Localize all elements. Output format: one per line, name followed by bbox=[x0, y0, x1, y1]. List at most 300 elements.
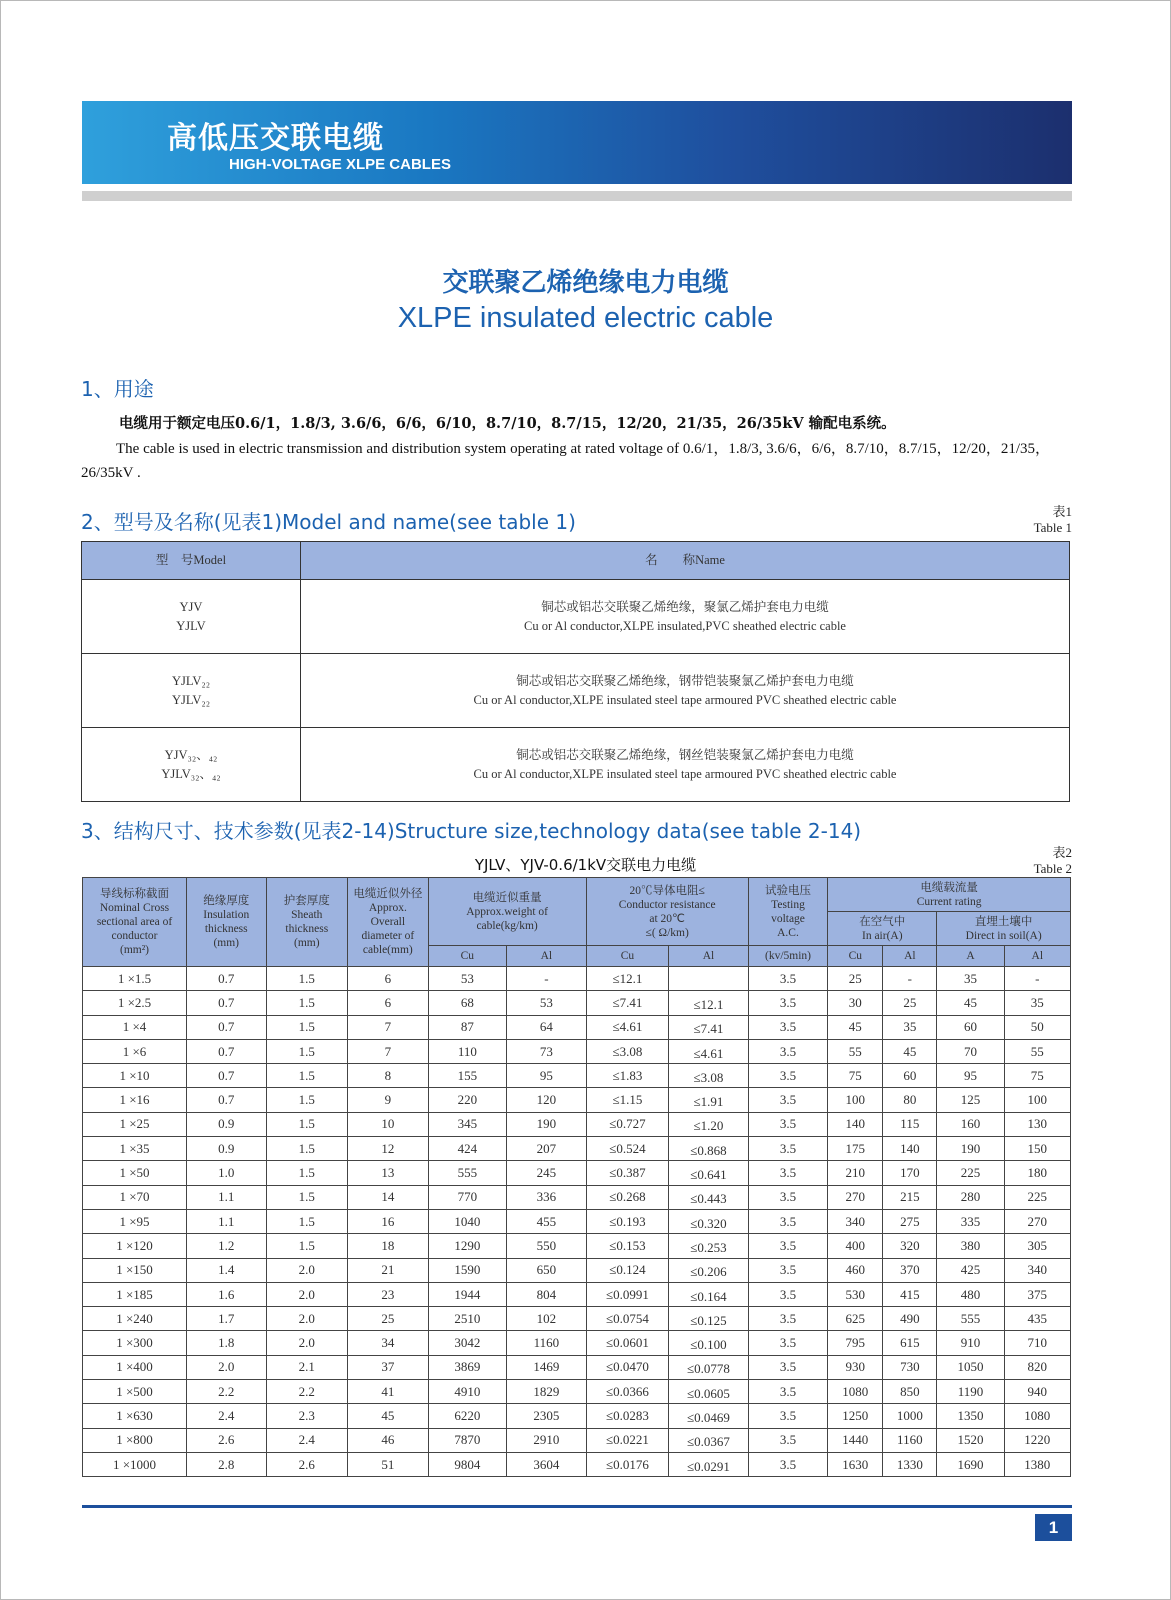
cell-soil-cu: 1050 bbox=[937, 1355, 1004, 1379]
header-line: Direct in soil(A) bbox=[965, 929, 1042, 942]
cell-air-cu: 340 bbox=[828, 1209, 883, 1233]
cell-area: 1 ×240 bbox=[83, 1307, 187, 1331]
model-column-header: 型 号Model bbox=[82, 542, 301, 580]
cell-weight-cu: 770 bbox=[428, 1185, 507, 1209]
header-resistance-lines bbox=[587, 884, 748, 940]
cell-sheath: 2.1 bbox=[266, 1355, 348, 1379]
cell-air-cu: 1080 bbox=[828, 1380, 883, 1404]
cell-diameter: 14 bbox=[348, 1185, 429, 1209]
cell-resistance-al: ≤0.125 bbox=[669, 1307, 749, 1331]
header-line: 绝缘厚度 bbox=[203, 895, 250, 907]
cell-resistance-al: ≤3.08 bbox=[669, 1064, 749, 1088]
cell-soil-cu: 480 bbox=[937, 1282, 1004, 1306]
cell-resistance-al: ≤0.0469 bbox=[669, 1404, 749, 1428]
cell-voltage: 3.5 bbox=[748, 1039, 828, 1063]
header-insulation-lines bbox=[187, 894, 266, 950]
header-line: at 20℃ bbox=[649, 912, 685, 925]
cell-diameter: 46 bbox=[348, 1428, 429, 1452]
cell-sheath: 1.5 bbox=[266, 1209, 348, 1233]
cell-insulation: 0.9 bbox=[186, 1137, 266, 1161]
cell-weight-cu: 2510 bbox=[428, 1307, 507, 1331]
cell-weight-al: 120 bbox=[507, 1088, 587, 1112]
cell-diameter: 12 bbox=[348, 1137, 429, 1161]
cell-soil-cu: 425 bbox=[937, 1258, 1004, 1282]
cell-sheath: 2.6 bbox=[266, 1452, 348, 1476]
cell-air-al: - bbox=[883, 967, 937, 991]
cell-resistance-cu: ≤0.524 bbox=[586, 1137, 669, 1161]
cell-weight-cu: 1590 bbox=[428, 1258, 507, 1282]
section3-heading: 3、结构尺寸、技术参数(见表2-14)Structure size,technology data(see table 2-14) bbox=[81, 819, 862, 843]
cell-weight-cu: 53 bbox=[428, 967, 507, 991]
header-area-lines bbox=[83, 887, 186, 957]
table-row bbox=[83, 1307, 1071, 1331]
header-line: diameter of bbox=[361, 930, 415, 942]
cell-soil-cu: 280 bbox=[937, 1185, 1004, 1209]
cell-soil-al: 435 bbox=[1004, 1307, 1070, 1331]
cell-voltage: 3.5 bbox=[748, 967, 828, 991]
header-voltage bbox=[748, 878, 828, 946]
cell-weight-cu: 155 bbox=[428, 1064, 507, 1088]
cell-air-cu: 400 bbox=[828, 1234, 883, 1258]
cell-insulation: 0.7 bbox=[186, 1064, 266, 1088]
name-cell bbox=[301, 728, 1070, 802]
header-line: In air(A) bbox=[862, 929, 903, 942]
cell-voltage: 3.5 bbox=[748, 1282, 828, 1306]
header-line: Nominal Cross bbox=[99, 902, 170, 914]
header-line: cable(kg/km) bbox=[476, 919, 538, 932]
cell-soil-cu: 555 bbox=[937, 1307, 1004, 1331]
cell-soil-al: 75 bbox=[1004, 1064, 1070, 1088]
cell-voltage: 3.5 bbox=[748, 1088, 828, 1112]
cell-soil-cu: 225 bbox=[937, 1161, 1004, 1185]
cell-sheath: 1.5 bbox=[266, 1039, 348, 1063]
table-row bbox=[83, 1088, 1071, 1112]
cell-resistance-al: ≤1.20 bbox=[669, 1112, 749, 1136]
cell-resistance-cu: ≤0.153 bbox=[586, 1234, 669, 1258]
header-line: 试验电压 bbox=[764, 884, 811, 897]
cell-soil-al: 1220 bbox=[1004, 1428, 1070, 1452]
table1-number-en: Table 1 bbox=[1033, 520, 1072, 535]
cell-area: 1 ×120 bbox=[83, 1234, 187, 1258]
sub-resistance-al: Al bbox=[669, 946, 749, 967]
cell-soil-al: 1380 bbox=[1004, 1452, 1070, 1476]
cell-soil-cu: 910 bbox=[937, 1331, 1004, 1355]
model-table-row bbox=[82, 654, 1070, 728]
cell-air-cu: 625 bbox=[828, 1307, 883, 1331]
cell-soil-al: 1080 bbox=[1004, 1404, 1070, 1428]
table1-number bbox=[990, 504, 1072, 536]
header-line: Overall bbox=[370, 916, 406, 928]
header-line: (mm) bbox=[213, 937, 240, 949]
cell-diameter: 18 bbox=[348, 1234, 429, 1258]
cell-air-al: 140 bbox=[883, 1137, 937, 1161]
cell-resistance-cu: ≤0.268 bbox=[586, 1185, 669, 1209]
name-en: Cu or Al conductor,XLPE insulated steel tape armoured PVC sheathed electric cable bbox=[473, 692, 897, 707]
cell-soil-cu: 45 bbox=[937, 991, 1004, 1015]
cell-air-cu: 1250 bbox=[828, 1404, 883, 1428]
cell-air-cu: 100 bbox=[828, 1088, 883, 1112]
table1-number-cn: 表1 bbox=[1052, 504, 1072, 519]
spec-table bbox=[82, 877, 1071, 1477]
cell-soil-al: 150 bbox=[1004, 1137, 1070, 1161]
cell-air-al: 850 bbox=[883, 1380, 937, 1404]
name-en: Cu or Al conductor,XLPE insulated,PVC sheathed electric cable bbox=[524, 618, 846, 633]
header-line: ≤( Ω/km) bbox=[645, 926, 689, 939]
cell-weight-cu: 6220 bbox=[428, 1404, 507, 1428]
cell-air-cu: 270 bbox=[828, 1185, 883, 1209]
cell-soil-al: 375 bbox=[1004, 1282, 1070, 1306]
cell-weight-cu: 555 bbox=[428, 1161, 507, 1185]
model-code-2: YJLV₂₂ bbox=[171, 692, 211, 707]
header-line: (mm) bbox=[294, 937, 320, 949]
cell-insulation: 1.7 bbox=[186, 1307, 266, 1331]
cell-soil-cu: 380 bbox=[937, 1234, 1004, 1258]
cell-diameter: 9 bbox=[348, 1088, 429, 1112]
usage-text-cn: 电缆用于额定电压0.6/1，1.8/3, 3.6/6，6/6，6/10，8.7/10，8.7/15，12/20，21/35，26/35kV 输配电系统。 bbox=[119, 415, 896, 432]
cell-insulation: 1.2 bbox=[186, 1234, 266, 1258]
header-title-en: HIGH-VOLTAGE XLPE CABLES bbox=[229, 156, 451, 173]
cell-insulation: 0.7 bbox=[186, 1088, 266, 1112]
cell-air-al: 80 bbox=[883, 1088, 937, 1112]
cell-resistance-al: ≤0.0778 bbox=[669, 1355, 749, 1379]
cell-resistance-cu: ≤1.15 bbox=[586, 1088, 669, 1112]
cell-air-al: 25 bbox=[883, 991, 937, 1015]
cell-air-cu: 1440 bbox=[828, 1428, 883, 1452]
sub-weight-al: Al bbox=[507, 946, 587, 967]
cell-insulation: 1.8 bbox=[186, 1331, 266, 1355]
cell-soil-cu: 1350 bbox=[937, 1404, 1004, 1428]
cell-insulation: 1.1 bbox=[186, 1185, 266, 1209]
cell-soil-cu: 1690 bbox=[937, 1452, 1004, 1476]
cell-insulation: 2.8 bbox=[186, 1452, 266, 1476]
header-line: Insulation bbox=[203, 909, 250, 921]
table-row bbox=[83, 1015, 1071, 1039]
cell-area: 1 ×300 bbox=[83, 1331, 187, 1355]
cell-sheath: 1.5 bbox=[266, 1185, 348, 1209]
cell-insulation: 1.4 bbox=[186, 1258, 266, 1282]
cell-weight-al: 207 bbox=[507, 1137, 587, 1161]
table-row bbox=[83, 1234, 1071, 1258]
table-row bbox=[83, 991, 1071, 1015]
cell-weight-al: 455 bbox=[507, 1209, 587, 1233]
table-row bbox=[83, 1039, 1071, 1063]
cell-air-al: 115 bbox=[883, 1112, 937, 1136]
cell-soil-al: 225 bbox=[1004, 1185, 1070, 1209]
cell-air-al: 215 bbox=[883, 1185, 937, 1209]
cell-area: 1 ×95 bbox=[83, 1209, 187, 1233]
cell-weight-cu: 424 bbox=[428, 1137, 507, 1161]
name-en: Cu or Al conductor,XLPE insulated steel tape armoured PVC sheathed electric cable bbox=[473, 766, 897, 781]
header-diameter-lines bbox=[348, 887, 428, 957]
cell-soil-cu: 60 bbox=[937, 1015, 1004, 1039]
header-line: 电缆近似重量 bbox=[472, 891, 542, 904]
model-cell bbox=[82, 728, 301, 802]
cell-weight-cu: 68 bbox=[428, 991, 507, 1015]
table-row bbox=[83, 1331, 1071, 1355]
header-line: Conductor resistance bbox=[618, 898, 716, 911]
cell-insulation: 1.6 bbox=[186, 1282, 266, 1306]
cell-weight-cu: 3042 bbox=[428, 1331, 507, 1355]
cell-resistance-cu: ≤0.0366 bbox=[586, 1380, 669, 1404]
cell-weight-al: - bbox=[507, 967, 587, 991]
cell-weight-cu: 87 bbox=[428, 1015, 507, 1039]
cell-soil-cu: 95 bbox=[937, 1064, 1004, 1088]
header-line: Current rating bbox=[916, 895, 982, 908]
cell-soil-al: 55 bbox=[1004, 1039, 1070, 1063]
cell-insulation: 2.0 bbox=[186, 1355, 266, 1379]
name-cell bbox=[301, 654, 1070, 728]
cell-resistance-al: ≤0.641 bbox=[669, 1161, 749, 1185]
cell-resistance-al: ≤0.0367 bbox=[669, 1428, 749, 1452]
cell-voltage: 3.5 bbox=[748, 1307, 828, 1331]
header-line: thickness bbox=[204, 923, 248, 935]
cell-area: 1 ×25 bbox=[83, 1112, 187, 1136]
model-cell bbox=[82, 654, 301, 728]
table-row bbox=[83, 1161, 1071, 1185]
table-row bbox=[83, 1064, 1071, 1088]
cell-insulation: 0.7 bbox=[186, 967, 266, 991]
cell-area: 1 ×1.5 bbox=[83, 967, 187, 991]
cell-soil-cu: 125 bbox=[937, 1088, 1004, 1112]
cell-sheath: 1.5 bbox=[266, 1234, 348, 1258]
model-code-1: YJV bbox=[179, 599, 203, 614]
cell-diameter: 7 bbox=[348, 1015, 429, 1039]
page-number: 1 bbox=[1035, 1514, 1072, 1541]
name-cn: 铜芯或铝芯交联聚乙烯绝缘，钢带铠装聚氯乙烯护套电力电缆 bbox=[516, 673, 854, 688]
header-in-air-lines bbox=[828, 915, 936, 943]
cell-voltage: 3.5 bbox=[748, 1452, 828, 1476]
header-insulation bbox=[186, 878, 266, 967]
cell-resistance-al: ≤0.0605 bbox=[669, 1380, 749, 1404]
cell-weight-al: 550 bbox=[507, 1234, 587, 1258]
cell-soil-al: - bbox=[1004, 967, 1070, 991]
cell-resistance-al: ≤1.91 bbox=[669, 1088, 749, 1112]
sub-air-al: Al bbox=[883, 946, 937, 967]
cell-air-cu: 530 bbox=[828, 1282, 883, 1306]
header-weight bbox=[428, 878, 586, 946]
cell-area: 1 ×1000 bbox=[83, 1452, 187, 1476]
header-line: thickness bbox=[285, 923, 329, 935]
cell-diameter: 34 bbox=[348, 1331, 429, 1355]
cell-resistance-al: ≤0.253 bbox=[669, 1234, 749, 1258]
cell-voltage: 3.5 bbox=[748, 1185, 828, 1209]
table-row bbox=[83, 1209, 1071, 1233]
cell-soil-cu: 335 bbox=[937, 1209, 1004, 1233]
cell-resistance-cu: ≤0.0754 bbox=[586, 1307, 669, 1331]
cell-weight-al: 650 bbox=[507, 1258, 587, 1282]
cell-soil-cu: 190 bbox=[937, 1137, 1004, 1161]
cell-diameter: 37 bbox=[348, 1355, 429, 1379]
usage-text-en: The cable is used in electric transmission and distribution system operating at rated voltage of 0.6/1，1.8/3, 3.6/6，6/6，8.7/10，8.7/15，12/20，21/35，26/35kV . bbox=[81, 441, 1051, 481]
cell-resistance-al: ≤0.868 bbox=[669, 1137, 749, 1161]
cell-voltage: 3.5 bbox=[748, 991, 828, 1015]
cell-resistance-cu: ≤0.0221 bbox=[586, 1428, 669, 1452]
cell-air-al: 370 bbox=[883, 1258, 937, 1282]
cell-soil-al: 820 bbox=[1004, 1355, 1070, 1379]
cell-area: 1 ×10 bbox=[83, 1064, 187, 1088]
table2-caption: YJLV、YJV-0.6/1kV交联电力电缆 bbox=[474, 856, 697, 874]
cell-weight-cu: 9804 bbox=[428, 1452, 507, 1476]
cell-resistance-cu: ≤0.0470 bbox=[586, 1355, 669, 1379]
cell-weight-al: 190 bbox=[507, 1112, 587, 1136]
cell-insulation: 0.7 bbox=[186, 991, 266, 1015]
cell-air-al: 320 bbox=[883, 1234, 937, 1258]
cell-soil-cu: 1190 bbox=[937, 1380, 1004, 1404]
cell-soil-al: 710 bbox=[1004, 1331, 1070, 1355]
cell-area: 1 ×800 bbox=[83, 1428, 187, 1452]
sub-soil-al: Al bbox=[1004, 946, 1070, 967]
header-line: 电缆载流量 bbox=[920, 881, 978, 894]
header-current-lines bbox=[828, 881, 1070, 909]
header-diameter bbox=[348, 878, 429, 967]
cell-sheath: 2.0 bbox=[266, 1307, 348, 1331]
table-row bbox=[83, 1137, 1071, 1161]
header-in-soil bbox=[937, 912, 1071, 946]
cell-area: 1 ×150 bbox=[83, 1258, 187, 1282]
table-row bbox=[83, 1404, 1071, 1428]
table-row bbox=[83, 1428, 1071, 1452]
cell-weight-cu: 1290 bbox=[428, 1234, 507, 1258]
header-divider bbox=[82, 191, 1072, 201]
cell-soil-al: 270 bbox=[1004, 1209, 1070, 1233]
table-row bbox=[83, 1452, 1071, 1476]
cell-area: 1 ×2.5 bbox=[83, 991, 187, 1015]
cell-area: 1 ×4 bbox=[83, 1015, 187, 1039]
cell-diameter: 10 bbox=[348, 1112, 429, 1136]
header-line: 护套厚度 bbox=[283, 895, 330, 907]
table-row bbox=[83, 1185, 1071, 1209]
cell-diameter: 41 bbox=[348, 1380, 429, 1404]
cell-air-cu: 795 bbox=[828, 1331, 883, 1355]
cell-soil-al: 940 bbox=[1004, 1380, 1070, 1404]
cell-diameter: 6 bbox=[348, 967, 429, 991]
cell-resistance-cu: ≤0.124 bbox=[586, 1258, 669, 1282]
model-code-2: YJLV₃₂、₄₂ bbox=[161, 766, 221, 781]
cell-soil-al: 130 bbox=[1004, 1112, 1070, 1136]
table-row bbox=[83, 1112, 1071, 1136]
header-area bbox=[83, 878, 187, 967]
cell-insulation: 2.2 bbox=[186, 1380, 266, 1404]
model-cell bbox=[82, 580, 301, 654]
cell-sheath: 2.0 bbox=[266, 1331, 348, 1355]
cell-area: 1 ×35 bbox=[83, 1137, 187, 1161]
cell-insulation: 1.1 bbox=[186, 1209, 266, 1233]
header-line: 电缆近似外径 bbox=[353, 888, 423, 900]
cell-voltage: 3.5 bbox=[748, 1015, 828, 1039]
cell-soil-al: 35 bbox=[1004, 991, 1070, 1015]
cell-air-cu: 175 bbox=[828, 1137, 883, 1161]
header-sheath-lines bbox=[267, 894, 348, 950]
cell-area: 1 ×16 bbox=[83, 1088, 187, 1112]
cell-diameter: 16 bbox=[348, 1209, 429, 1233]
cell-area: 1 ×630 bbox=[83, 1404, 187, 1428]
cell-air-al: 1160 bbox=[883, 1428, 937, 1452]
header-in-soil-lines bbox=[937, 915, 1070, 943]
cell-sheath: 2.3 bbox=[266, 1404, 348, 1428]
cell-voltage: 3.5 bbox=[748, 1161, 828, 1185]
header-current bbox=[828, 878, 1071, 912]
cell-air-cu: 45 bbox=[828, 1015, 883, 1039]
header-line: cable(mm) bbox=[362, 944, 413, 956]
cell-air-cu: 55 bbox=[828, 1039, 883, 1063]
table-row bbox=[83, 967, 1071, 991]
cell-resistance-al: ≤0.206 bbox=[669, 1258, 749, 1282]
header-line: 20℃导体电阻≤ bbox=[629, 884, 705, 897]
cell-weight-cu: 1040 bbox=[428, 1209, 507, 1233]
cell-sheath: 2.0 bbox=[266, 1258, 348, 1282]
table-row bbox=[83, 1282, 1071, 1306]
cell-sheath: 1.5 bbox=[266, 1112, 348, 1136]
cell-resistance-cu: ≤0.0991 bbox=[586, 1282, 669, 1306]
cell-resistance-al: ≤0.164 bbox=[669, 1282, 749, 1306]
cell-air-al: 1000 bbox=[883, 1404, 937, 1428]
cell-insulation: 2.4 bbox=[186, 1404, 266, 1428]
cell-diameter: 45 bbox=[348, 1404, 429, 1428]
sub-air-cu: Cu bbox=[828, 946, 883, 967]
cell-sheath: 2.2 bbox=[266, 1380, 348, 1404]
cell-diameter: 23 bbox=[348, 1282, 429, 1306]
name-column-header: 名 称Name bbox=[301, 542, 1070, 580]
cell-air-al: 35 bbox=[883, 1015, 937, 1039]
cell-resistance-cu: ≤0.387 bbox=[586, 1161, 669, 1185]
cell-voltage: 3.5 bbox=[748, 1428, 828, 1452]
header-line: 导线标称截面 bbox=[99, 888, 169, 900]
cell-weight-cu: 110 bbox=[428, 1039, 507, 1063]
cell-air-cu: 140 bbox=[828, 1112, 883, 1136]
cell-resistance-al: ≤12.1 bbox=[669, 991, 749, 1015]
cell-weight-cu: 1944 bbox=[428, 1282, 507, 1306]
cell-sheath: 2.0 bbox=[266, 1282, 348, 1306]
section1-heading: 1、用途 bbox=[81, 377, 154, 401]
cell-area: 1 ×50 bbox=[83, 1161, 187, 1185]
cell-voltage: 3.5 bbox=[748, 1234, 828, 1258]
cell-soil-cu: 35 bbox=[937, 967, 1004, 991]
cell-sheath: 1.5 bbox=[266, 1015, 348, 1039]
header-line: sectional area of bbox=[96, 916, 173, 928]
cell-resistance-cu: ≤4.61 bbox=[586, 1015, 669, 1039]
cell-air-al: 730 bbox=[883, 1355, 937, 1379]
cell-soil-al: 305 bbox=[1004, 1234, 1070, 1258]
cell-diameter: 7 bbox=[348, 1039, 429, 1063]
cell-diameter: 13 bbox=[348, 1161, 429, 1185]
cell-insulation: 0.9 bbox=[186, 1112, 266, 1136]
footer-divider bbox=[82, 1505, 1072, 1508]
cell-soil-cu: 160 bbox=[937, 1112, 1004, 1136]
cell-sheath: 1.5 bbox=[266, 1161, 348, 1185]
cell-weight-cu: 4910 bbox=[428, 1380, 507, 1404]
cell-soil-al: 180 bbox=[1004, 1161, 1070, 1185]
cell-insulation: 0.7 bbox=[186, 1015, 266, 1039]
header-line: Approx.weight of bbox=[466, 905, 548, 918]
cell-air-cu: 1630 bbox=[828, 1452, 883, 1476]
cell-air-cu: 75 bbox=[828, 1064, 883, 1088]
cell-sheath: 1.5 bbox=[266, 967, 348, 991]
header-line: 直埋土壤中 bbox=[974, 915, 1033, 928]
cell-air-cu: 460 bbox=[828, 1258, 883, 1282]
cell-air-al: 415 bbox=[883, 1282, 937, 1306]
cell-resistance-al: ≤0.320 bbox=[669, 1209, 749, 1233]
cell-air-cu: 930 bbox=[828, 1355, 883, 1379]
cell-weight-al: 2910 bbox=[507, 1428, 587, 1452]
cell-diameter: 25 bbox=[348, 1307, 429, 1331]
name-cn: 铜芯或铝芯交联聚乙烯绝缘，聚氯乙烯护套电力电缆 bbox=[541, 599, 829, 614]
cell-soil-al: 100 bbox=[1004, 1088, 1070, 1112]
cell-weight-al: 3604 bbox=[507, 1452, 587, 1476]
cell-weight-al: 1829 bbox=[507, 1380, 587, 1404]
model-code-1: YJLV₂₂ bbox=[171, 673, 211, 688]
cell-voltage: 3.5 bbox=[748, 1404, 828, 1428]
model-table bbox=[81, 541, 1070, 802]
